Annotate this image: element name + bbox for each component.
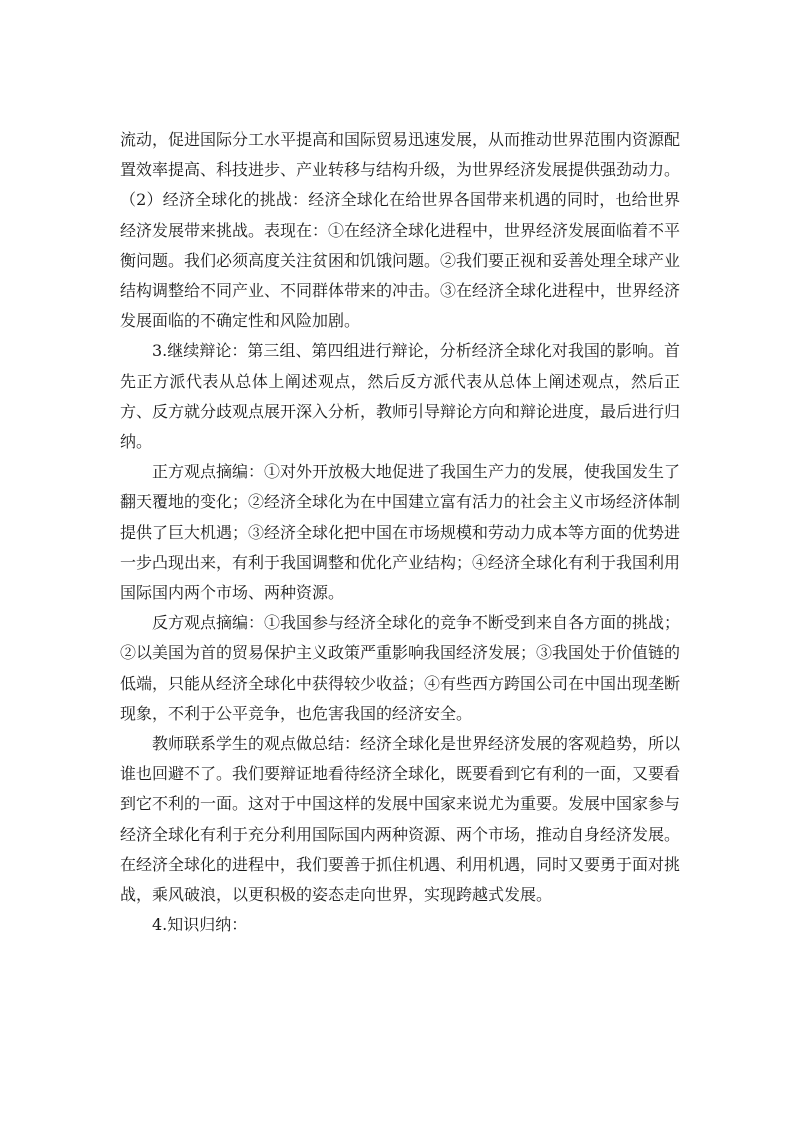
paragraph-con-views: 反方观点摘编：①我国参与经济全球化的竞争不断受到来自各方面的挑战；②以美国为首的贸易保护主义政策严重影响我国经济发展；③我国处于价值链的低端，只能从经济全球化中获得较少收益；④有些西方跨国公司在中国出现垄断现象，不利于公平竞争，也危害我国的经济安全。 [120,613,681,723]
paragraph-teacher-summary: 教师联系学生的观点做总结：经济全球化是世界经济发展的客观趋势，所以谁也回避不了。我们要辩证地看待经济全球化，既要看到它有利的一面，又要看到它不利的一面。这对于中国这样的发展中国家来说尤为重要。发展中国家参与经济全球化有利于充分利用国际国内两种资源、两个市场，推动自身经济发展。在经济全球化的进程中，我们要善于抓住机遇、利用机遇，同时又要勇于面对挑战，乘风破浪，以更积极的姿态走向世界，实现跨越式发展。 [120,734,681,905]
paragraph-opportunity-continued: 流动，促进国际分工水平提高和国际贸易迅速发展，从而推动世界范围内资源配置效率提高、科技进步、产业转移与结构升级，为世界经济发展提供强劲动力。 [120,130,681,180]
paragraph-challenges: （2）经济全球化的挑战：经济全球化在给世界各国带来机遇的同时，也给世界经济发展带来挑战。表现在：①在经济全球化进程中，世界经济发展面临着不平衡问题。我们必须高度关注贫困和饥饿问题。②我们要正视和妥善处理全球产业结构调整给不同产业、不同群体带来的冲击。③在经济全球化进程中，世界经济发展面临的不确定性和风险加剧。 [120,190,681,331]
paragraph-debate: 3.继续辩论：第三组、第四组进行辩论，分析经济全球化对我国的影响。首先正方派代表从总体上阐述观点，然后反方派代表从总体上阐述观点，然后正方、反方就分歧观点展开深入分析，教师引导辩论方向和辩论进度，最后进行归纳。 [120,341,681,452]
document-body [120,0,680,940]
paragraph-knowledge-summary: 4.知识归纳： [152,915,248,935]
paragraph-pro-views: 正方观点摘编：①对外开放极大地促进了我国生产力的发展，使我国发生了翻天覆地的变化；②经济全球化为在中国建立富有活力的社会主义市场经济体制提供了巨大机遇；③经济全球化把中国在市场规模和劳动力成本等方面的优势进一步凸现出来，有利于我国调整和优化产业结构；④经济全球化有利于我国利用国际国内两个市场、两种资源。 [120,462,681,603]
